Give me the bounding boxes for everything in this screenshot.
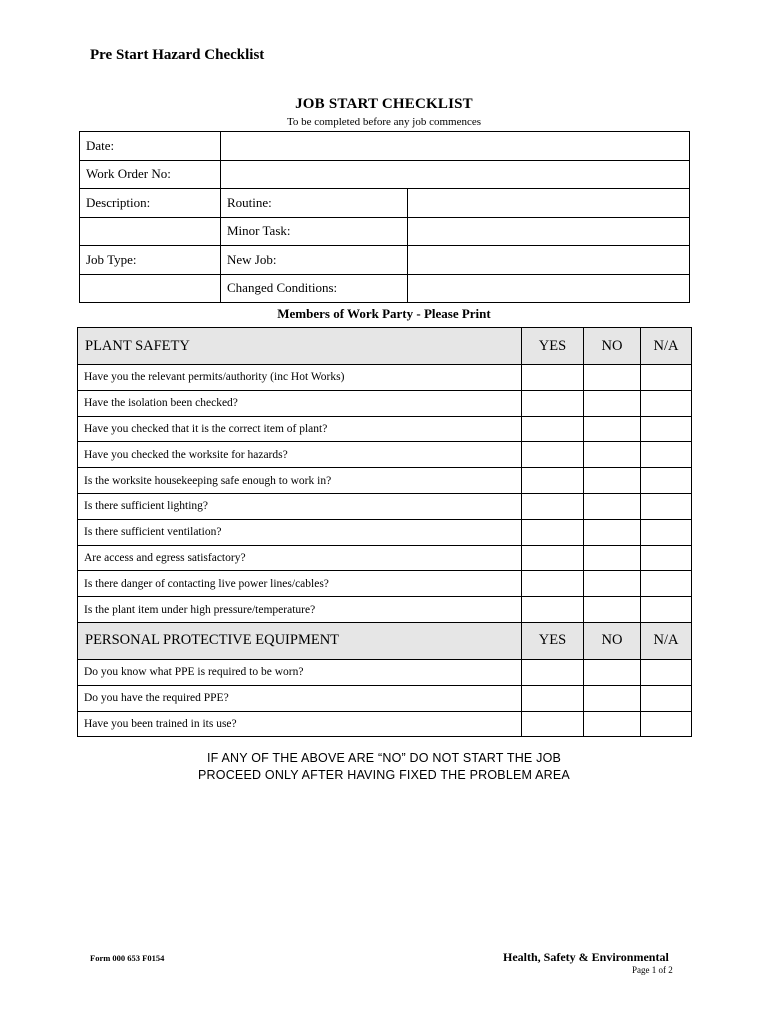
question-text: Have you checked that it is the correct item of plant? [78, 416, 522, 442]
date-field[interactable] [221, 132, 690, 161]
new-job-label: New Job: [221, 246, 408, 275]
job-type-row [80, 246, 690, 275]
na-cell[interactable] [641, 468, 692, 494]
na-cell[interactable] [641, 493, 692, 519]
no-cell[interactable] [584, 468, 641, 494]
checklist-title: JOB START CHECKLIST [295, 96, 473, 112]
yes-header: YES [522, 622, 584, 659]
table-row [78, 685, 692, 711]
warning-line-1: IF ANY OF THE ABOVE ARE “NO” DO NOT START THE JOB [206, 751, 562, 765]
question-text: Is there danger of contacting live power lines/cables? [78, 571, 522, 597]
table-row [78, 711, 692, 737]
na-cell[interactable] [641, 597, 692, 623]
minor-task-field[interactable] [408, 217, 690, 246]
no-cell[interactable] [584, 571, 641, 597]
yes-cell[interactable] [522, 416, 584, 442]
members-label: Members of Work Party - Please Print [277, 306, 491, 321]
plant-safety-header-row [78, 328, 692, 365]
table-row [78, 659, 692, 685]
yes-cell[interactable] [522, 571, 584, 597]
question-text: Is the worksite housekeeping safe enough to work in? [78, 468, 522, 494]
no-cell[interactable] [584, 442, 641, 468]
na-cell[interactable] [641, 685, 692, 711]
question-text: Is there sufficient lighting? [78, 493, 522, 519]
na-cell[interactable] [641, 659, 692, 685]
job-info-table [79, 131, 690, 303]
no-cell[interactable] [584, 659, 641, 685]
yes-cell[interactable] [522, 711, 584, 737]
yes-cell[interactable] [522, 597, 584, 623]
table-row [78, 365, 692, 391]
description-row [80, 189, 690, 218]
routine-field[interactable] [408, 189, 690, 218]
na-header: N/A [641, 622, 692, 659]
na-cell[interactable] [641, 545, 692, 571]
question-text: Is there sufficient ventilation? [78, 519, 522, 545]
table-row [78, 416, 692, 442]
yes-cell[interactable] [522, 442, 584, 468]
table-row [78, 571, 692, 597]
yes-cell[interactable] [522, 685, 584, 711]
ppe-header-row [78, 622, 692, 659]
yes-cell[interactable] [522, 659, 584, 685]
na-cell[interactable] [641, 390, 692, 416]
yes-cell[interactable] [522, 468, 584, 494]
no-cell[interactable] [584, 416, 641, 442]
minor-task-label: Minor Task: [221, 217, 408, 246]
description-label: Description: [80, 189, 221, 218]
table-row [78, 519, 692, 545]
no-cell[interactable] [584, 685, 641, 711]
yes-header: YES [522, 328, 584, 365]
no-cell[interactable] [584, 493, 641, 519]
work-order-field[interactable] [221, 160, 690, 189]
question-text: Have you checked the worksite for hazards? [78, 442, 522, 468]
question-text: Is the plant item under high pressure/temperature? [78, 597, 522, 623]
no-cell[interactable] [584, 711, 641, 737]
question-text: Have you the relevant permits/authority (inc Hot Works) [78, 365, 522, 391]
changed-conditions-row [80, 274, 690, 303]
na-cell[interactable] [641, 571, 692, 597]
question-text: Have the isolation been checked? [78, 390, 522, 416]
safety-checks-table [77, 327, 692, 737]
form-number: Form 000 653 F0154 [90, 953, 165, 963]
table-row [78, 390, 692, 416]
na-cell[interactable] [641, 711, 692, 737]
no-cell[interactable] [584, 365, 641, 391]
table-row [78, 493, 692, 519]
plant-safety-title: PLANT SAFETY [78, 328, 522, 365]
table-row [78, 468, 692, 494]
blank-label-cell [80, 274, 221, 303]
yes-cell[interactable] [522, 545, 584, 571]
job-type-label: Job Type: [80, 246, 221, 275]
date-label: Date: [80, 132, 221, 161]
minor-task-row [80, 217, 690, 246]
page-number: Page 1 of 2 [632, 965, 673, 975]
routine-label: Routine: [221, 189, 408, 218]
changed-conditions-label: Changed Conditions: [221, 274, 408, 303]
work-order-row [80, 160, 690, 189]
na-cell[interactable] [641, 519, 692, 545]
yes-cell[interactable] [522, 365, 584, 391]
no-header: NO [584, 328, 641, 365]
question-text: Do you know what PPE is required to be worn? [78, 659, 522, 685]
no-cell[interactable] [584, 597, 641, 623]
table-row [78, 597, 692, 623]
document-title: Pre Start Hazard Checklist [90, 47, 265, 63]
yes-cell[interactable] [522, 519, 584, 545]
question-text: Do you have the required PPE? [78, 685, 522, 711]
no-cell[interactable] [584, 519, 641, 545]
no-cell[interactable] [584, 390, 641, 416]
question-text: Are access and egress satisfactory? [78, 545, 522, 571]
na-cell[interactable] [641, 416, 692, 442]
no-cell[interactable] [584, 545, 641, 571]
ppe-title: PERSONAL PROTECTIVE EQUIPMENT [78, 622, 522, 659]
yes-cell[interactable] [522, 390, 584, 416]
date-row [80, 132, 690, 161]
na-header: N/A [641, 328, 692, 365]
question-text: Have you been trained in its use? [78, 711, 522, 737]
table-row [78, 442, 692, 468]
warning-line-2: PROCEED ONLY AFTER HAVING FIXED THE PROBLEM AREA [198, 768, 570, 782]
yes-cell[interactable] [522, 493, 584, 519]
table-row [78, 545, 692, 571]
na-cell[interactable] [641, 442, 692, 468]
checklist-subtitle: To be completed before any job commences [286, 116, 482, 128]
no-header: NO [584, 622, 641, 659]
footer-department: Health, Safety & Environmental [503, 950, 669, 964]
blank-label-cell [80, 217, 221, 246]
na-cell[interactable] [641, 365, 692, 391]
work-order-label: Work Order No: [80, 160, 221, 189]
new-job-field[interactable] [408, 246, 690, 275]
changed-conditions-field[interactable] [408, 274, 690, 303]
